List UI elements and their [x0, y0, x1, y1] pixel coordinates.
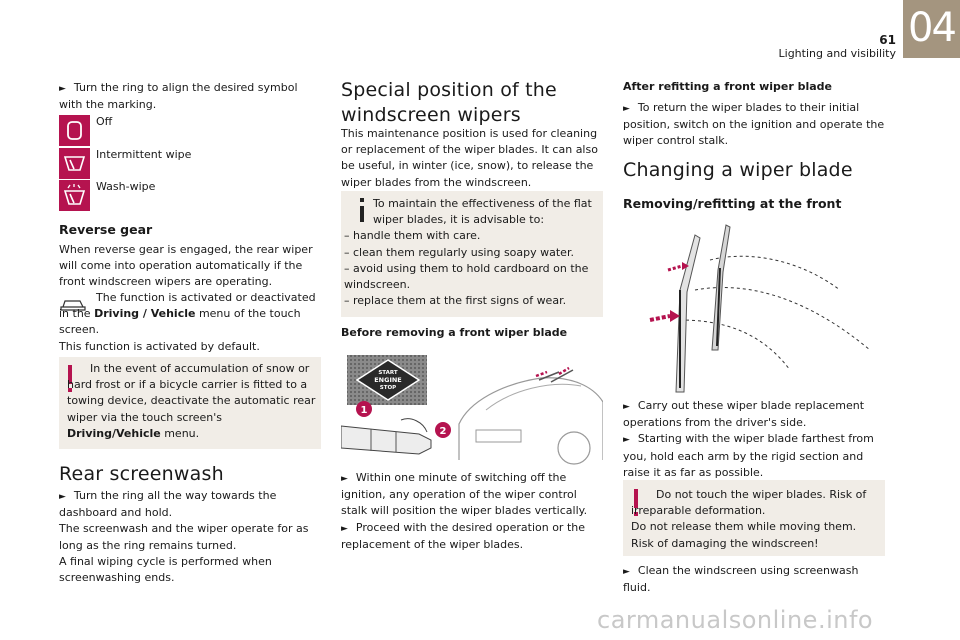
removing-refitting-heading: Removing/refitting at the front: [623, 196, 842, 211]
callout-2: 2: [439, 426, 447, 437]
removing-steps: ► Carry out these wiper blade replacement operations from the driver's side. ► Starting with the wiper blade farthest from you, hold each arm by the rigid section and raise it as far as possible.: [623, 399, 874, 479]
stop-label: STOP: [379, 385, 397, 391]
info-item: – avoid using them to hold cardboard on the windscreen.: [344, 261, 589, 292]
info-item: – replace them at the first signs of wear.: [344, 294, 567, 308]
start-label: START: [378, 370, 398, 376]
arrow-bullet-icon: ►: [623, 104, 630, 114]
arrow-bullet-icon: ►: [623, 435, 630, 446]
warning-note-wiper: Do not touch the wiper blades. Risk of irreparable deformation. Do not release them while moving them. Risk of damaging the windscreen!: [623, 480, 885, 556]
special-position-heading: Special position of the windscreen wipers: [341, 79, 557, 126]
section-title: Lighting and visibility: [778, 47, 896, 60]
rear-screenwash-heading: Rear screenwash: [59, 463, 224, 485]
arrow-bullet-icon: ►: [59, 492, 66, 502]
rear-wiper-intermittent-icon: [59, 148, 90, 179]
wiper-stalk-illustration: [341, 350, 603, 468]
special-position-text: This maintenance position is used for cleaning or replacement of the wiper blades. It can also be useful, in winter (ice, snow), to release the wiper blades from the windscreen.: [341, 127, 598, 189]
arrow-bullet-icon: ►: [623, 402, 630, 412]
callout-1: 1: [360, 405, 368, 416]
rear-wiper-off-icon: [59, 115, 90, 146]
arrow-bullet-icon: ►: [623, 567, 630, 577]
after-refitting-step: ► To return the wiper blades to their initial position, switch on the ignition and operate the wiper control stalk.: [623, 101, 885, 148]
symbol-label-off: Off: [96, 115, 113, 128]
info-item: – handle them with care.: [344, 229, 481, 243]
after-refitting-heading: After refitting a front wiper blade: [623, 80, 832, 93]
info-item: – clean them regularly using soapy water.: [344, 245, 574, 259]
before-removing-heading: Before removing a front wiper blade: [341, 326, 568, 339]
rear-screenwash-text: ► Turn the ring all the way towards the dashboard and hold. The screenwash and the wiper operate for as long as the ring remains turned. A final wiping cycle is performed when screenwashing ends.: [59, 489, 309, 585]
page-number: 61: [879, 33, 896, 47]
chapter-tab: 04: [903, 0, 960, 58]
info-note-wiper-care: To maintain the effectiveness of the flat wiper blades, it is advisable to: – handle them with care. – clean them regularly using soapy water. – avoid using them to hold cardboard on the windscreen. – replace them at the first signs of wear.: [341, 191, 603, 317]
arrow-bullet-icon: ►: [341, 474, 348, 484]
changing-wiper-heading: Changing a wiper blade: [623, 159, 853, 181]
arrow-bullet-icon: ►: [341, 523, 348, 534]
turn-ring-step: ► Turn the ring to align the desired symbol with the marking.: [59, 81, 298, 112]
rear-wash-wipe-icon: [59, 180, 90, 211]
watermark: carmanualsonline.info: [597, 606, 874, 634]
reverse-function-text: The function is activated or deactivated in the Driving / Vehicle menu of the touch screen. This function is activated by default.: [59, 291, 316, 353]
reverse-gear-heading: Reverse gear: [59, 222, 153, 237]
symbol-label-intermittent: Intermittent wipe: [96, 148, 192, 161]
reverse-gear-text: When reverse gear is engaged, the rear wiper will come into operation automatically if the front windscreen wipers are operating.: [59, 243, 313, 289]
arrow-bullet-icon: ►: [59, 84, 66, 94]
warning-note-rear: In the event of accumulation of snow or hard frost or if a bicycle carrier is fitted to a towing device, deactivate the automatic rear wiper via the touch screen's Driving/Vehicle menu.: [59, 357, 321, 449]
engine-label: ENGINE: [374, 376, 402, 384]
wiper-blade-illustration: [640, 220, 880, 395]
special-position-steps: ► Within one minute of switching off the ignition, any operation of the wiper control stalk will position the wiper blades vertically. ► Proceed with the desired operation or the replacement of the wiper blades.: [341, 471, 588, 551]
symbol-label-wash-wipe: Wash-wipe: [96, 180, 156, 193]
clean-windscreen-step: ► Clean the windscreen using screenwash fluid.: [623, 564, 859, 595]
